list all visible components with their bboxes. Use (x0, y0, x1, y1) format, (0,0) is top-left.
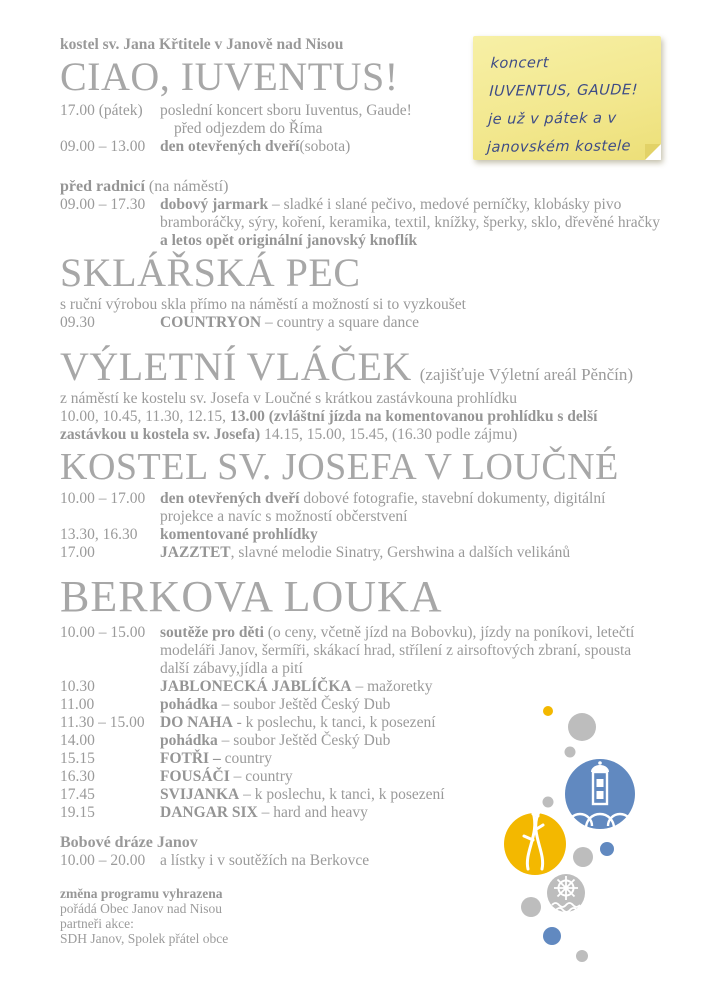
desc-bold: pohádka (160, 696, 218, 714)
section-title-berkova: BERKOVA LOUKA (60, 571, 443, 621)
desc-cell (160, 314, 660, 332)
town-logo-antlers (504, 797, 566, 875)
time-cell: 17.00 (60, 543, 95, 561)
bubble-gray-medium (573, 847, 593, 867)
section-subtitle: z náměstí ke kostelu sv. Josefa v Loučné s krátkou zastávkouna prohlídku (60, 390, 517, 407)
time-cell (60, 120, 160, 138)
heading-rest: (na náměstí) (144, 178, 229, 195)
desc-text: – mažoretky (351, 678, 433, 696)
desc-bold: soutěže pro děti (160, 624, 264, 642)
program-row (60, 544, 660, 562)
bubble-gray-medium (521, 897, 541, 917)
section-title-kostel: KOSTEL SV. JOSEFA V LOUČNÉ (60, 446, 619, 488)
title-text: VÝLETNÍ VLÁČEK (60, 344, 412, 389)
time-cell: 13.30, 16.30 (60, 525, 138, 543)
time-cell: 10.00 – 17.00 (60, 489, 146, 507)
time-cell: 10.30 (60, 678, 95, 696)
time-cell: 11.00 (60, 696, 95, 714)
time-cell: 19.15 (60, 804, 95, 822)
bubble-gray-small (576, 950, 588, 962)
section-title-vlacek (60, 346, 660, 388)
program-row (60, 624, 660, 678)
venue-header: kostel sv. Jana Křtitele v Janově nad Nisou (60, 36, 344, 53)
times-text: 10.00, 10.45, 11.30, 12.15, (60, 408, 230, 425)
footer-organizer: pořádá Obec Janov nad Nisou (60, 901, 222, 917)
desc-text: – k poslechu, k tanci, k posezení (239, 786, 445, 804)
desc-text: – soubor Ještěd Český Dub (217, 696, 391, 714)
time-cell: 17.00 (pátek) (60, 102, 143, 119)
desc-text: před odjezdem do Říma (174, 120, 323, 137)
time-cell: 15.15 (60, 750, 95, 768)
desc-text: – country (229, 768, 293, 786)
desc-bold: komentované prohlídky (160, 525, 318, 543)
desc-text: – soubor Ještěd Český Dub (217, 732, 391, 750)
desc-text: – hard and heavy (257, 804, 368, 822)
town-logo-tower (565, 759, 635, 829)
desc-bold: dobový jarmark (160, 196, 269, 213)
sticky-note (473, 36, 661, 160)
note-line: koncert (490, 55, 550, 72)
desc-text: poslední koncert sboru Iuventus, Gaude! (160, 102, 412, 119)
bubble-gray-medium (568, 713, 596, 741)
desc-bold: JAZZTET (160, 543, 231, 561)
bubble-gray-small (543, 797, 554, 808)
subsection-heading-bobova: Bobové dráze Janov (60, 834, 198, 852)
time-cell: 10.00 – 20.00 (60, 852, 146, 870)
desc-cell (160, 490, 660, 526)
desc-text: dobové fotografie, stavební dokumenty, digitální projekce a navíc s možností občerstvení (160, 489, 606, 525)
program-row (60, 314, 660, 332)
desc-bold: COUNTRYON (160, 314, 262, 331)
desc-bold2: a letos opět originální janovský knoflík (160, 232, 418, 249)
bubble-gray-small (565, 747, 576, 758)
sticky-note-text (470, 35, 663, 162)
desc-text: - k poslechu, k tanci, k posezení (232, 714, 436, 732)
desc-bold: FOUSÁČI (160, 768, 230, 786)
subsection-heading-radnice (60, 178, 660, 196)
town-logo-millwheel (547, 874, 585, 912)
desc-text: (o ceny, včetně jízd na Bobovku), jízdy na poníkovi, letečtí modeláři Janov, šermíři, skákací hrad, střílení z airsoftových zbraní, spousta další zábavy,jídla a pití (160, 624, 635, 678)
footer-partners-label: partneři akce: (60, 916, 134, 932)
desc-bold: SVIJANKA (160, 786, 240, 804)
bubble-blue-small (600, 842, 614, 856)
program-row (60, 490, 660, 526)
desc-bold: den otevřených dveří (160, 489, 300, 507)
decoration-bubbles (480, 680, 710, 1000)
bubble-blue-small (543, 927, 561, 945)
desc-cell (160, 544, 660, 562)
desc-bold: DANGAR SIX (160, 804, 258, 822)
desc-bold: JABLONECKÁ JABLÍČKA (160, 678, 352, 696)
section-subtitle: s ruční výrobou skla přímo na náměstí a možností si to vyzkoušet (60, 296, 466, 313)
train-times-paragraph (60, 408, 660, 444)
time-cell: 10.00 – 15.00 (60, 624, 146, 642)
program-row (60, 196, 660, 250)
desc-text: a lístky i v soutěžích na Berkovce (160, 852, 370, 870)
desc-cell (160, 196, 660, 250)
times-bold: 13.00 (zvláštní jízda na komentovanou prohlídku s delší zastávkou u kostela sv. Josefa) (60, 408, 598, 443)
note-line: janovském kostele (486, 138, 632, 156)
desc-text: (sobota) (299, 138, 351, 155)
note-line: je už v pátek a v (487, 110, 617, 128)
time-cell: 09.00 – 17.30 (60, 196, 146, 213)
time-cell: 16.30 (60, 768, 95, 786)
desc-cell (160, 624, 660, 678)
section-title-ciao: CIAO, IUVENTUS! (60, 54, 399, 99)
footer-disclaimer: změna programu vyhrazena (60, 886, 223, 902)
desc-bold: DO NAHA (160, 714, 233, 732)
time-cell: 14.00 (60, 732, 95, 750)
desc-bold: pohádka (160, 732, 218, 750)
time-cell: 11.30 – 15.00 (60, 714, 145, 732)
section-title-pec: SKLÁŘSKÁ PEC (60, 250, 361, 295)
desc-cell (160, 526, 660, 544)
times-text: 14.15, 15.00, 15.45, (16.30 podle zájmu) (260, 426, 518, 443)
desc-text: – sladké i slané pečivo, medové perníčky, klobásky pivo bramboráčky, sýry, koření, keramika, textil, knížky, šperky, sklo, dřevěné hračky (160, 196, 660, 231)
desc-text: , slavné melodie Sinatry, Gershwina a dalších velikánů (230, 543, 571, 561)
desc-bold: FOTŘI – (160, 750, 221, 768)
bubble-yellow-small (543, 706, 553, 716)
desc-text: – country a square dance (261, 314, 420, 331)
heading-bold: před radnicí (60, 178, 145, 195)
program-row (60, 526, 660, 544)
time-cell: 17.45 (60, 786, 95, 804)
note-line: IUVENTUS, GAUDE! (488, 82, 639, 100)
footer-partners: SDH Janov, Spolek přátel obce (60, 931, 229, 947)
desc-text: country (220, 750, 272, 768)
time-cell: 09.00 – 13.00 (60, 138, 146, 155)
title-suffix: (zajišťuje Výletní areál Pěnčín) (419, 365, 633, 384)
desc-bold: den otevřených dveří (160, 138, 300, 155)
time-cell: 09.30 (60, 314, 95, 331)
